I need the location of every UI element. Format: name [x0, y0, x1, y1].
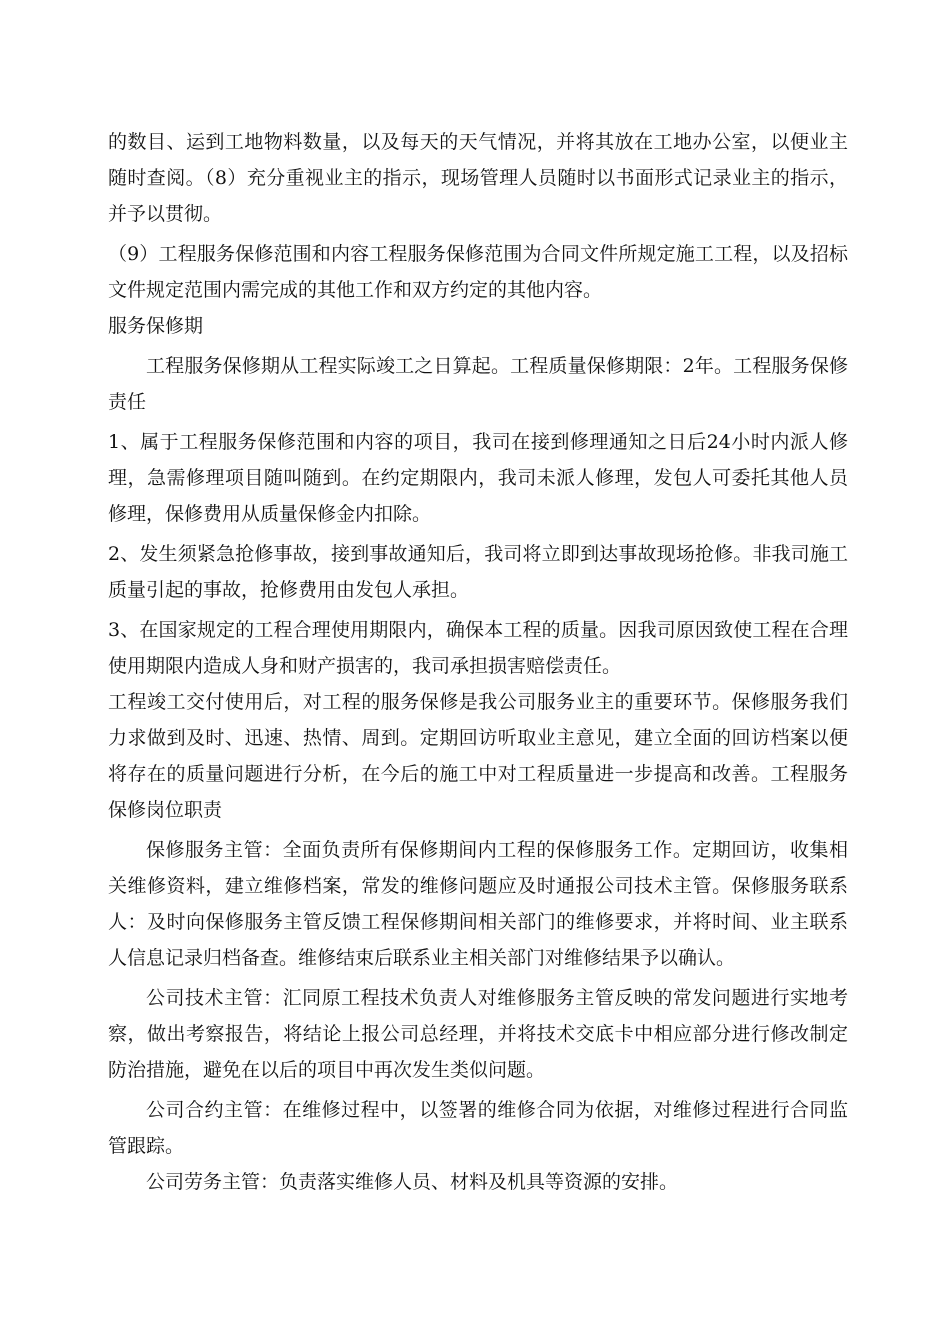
paragraph-technical-manager: 公司技术主管：汇同原工程技术负责人对维修服务主管反映的常发问题进行实地考察，做出考察报告，将结论上报公司总经理，并将技术交底卡中相应部分进行修改制定防治措施，避免在以后的项目中再次发生类似问题。 [108, 987, 848, 1081]
paragraph-continuation: 的数目、运到工地物料数量，以及每天的天气情况，并将其放在工地办公室，以便业主随时查阅。（8）充分重视业主的指示，现场管理人员随时以书面形式记录业主的指示，并予以贯彻。 [108, 131, 848, 225]
heading-warranty-period: 服务保修期 [108, 315, 204, 337]
paragraph-contract-manager: 公司合约主管：在维修过程中，以签署的维修合同为依据，对维修过程进行合同监管跟踪。 [108, 1099, 848, 1157]
paragraph-responsibility-3: 3、在国家规定的工程合理使用期限内，确保本工程的质量。因我司原因致使工程在合理使用期限内造成人身和财产损害的，我司承担损害赔偿责任。 [108, 619, 848, 677]
paragraph-labor-manager: 公司劳务主管：负责落实维修人员、材料及机具等资源的安排。 [146, 1171, 679, 1193]
paragraph-service-manager: 保修服务主管：全面负责所有保修期间内工程的保修服务工作。定期回访，收集相关维修资料，建立维修档案，常发的维修问题应及时通报公司技术主管。保修服务联系人：及时向保修服务主管反馈工程保修期间相关部门的维修要求，并将时间、业主联系人信息记录归档备查。维修结束后联系业主相关部门对维修结果予以确认。 [108, 839, 848, 969]
paragraph-responsibility-2: 2、发生须紧急抢修事故，接到事故通知后，我司将立即到达事故现场抢修。非我司施工质量引起的事故，抢修费用由发包人承担。 [108, 543, 848, 601]
paragraph-warranty-scope: （9）工程服务保修范围和内容工程服务保修范围为合同文件所规定施工工程，以及招标文件规定范围内需完成的其他工作和双方约定的其他内容。 [108, 243, 848, 301]
paragraph-after-delivery: 工程竣工交付使用后，对工程的服务保修是我公司服务业主的重要环节。保修服务我们力求做到及时、迅速、热情、周到。定期回访听取业主意见，建立全面的回访档案以便将存在的质量问题进行分析，在今后的施工中对工程质量进一步提高和改善。工程服务保修岗位职责 [108, 691, 848, 821]
paragraph-responsibility-1: 1、属于工程服务保修范围和内容的项目，我司在接到修理通知之日后24小时内派人修理，急需修理项目随叫随到。在约定期限内，我司未派人修理，发包人可委托其他人员修理，保修费用从质量保修金内扣除。 [108, 431, 848, 525]
document-body [108, 124, 848, 1200]
paragraph-warranty-period: 工程服务保修期从工程实际竣工之日算起。工程质量保修期限：2年。工程服务保修责任 [108, 355, 848, 413]
